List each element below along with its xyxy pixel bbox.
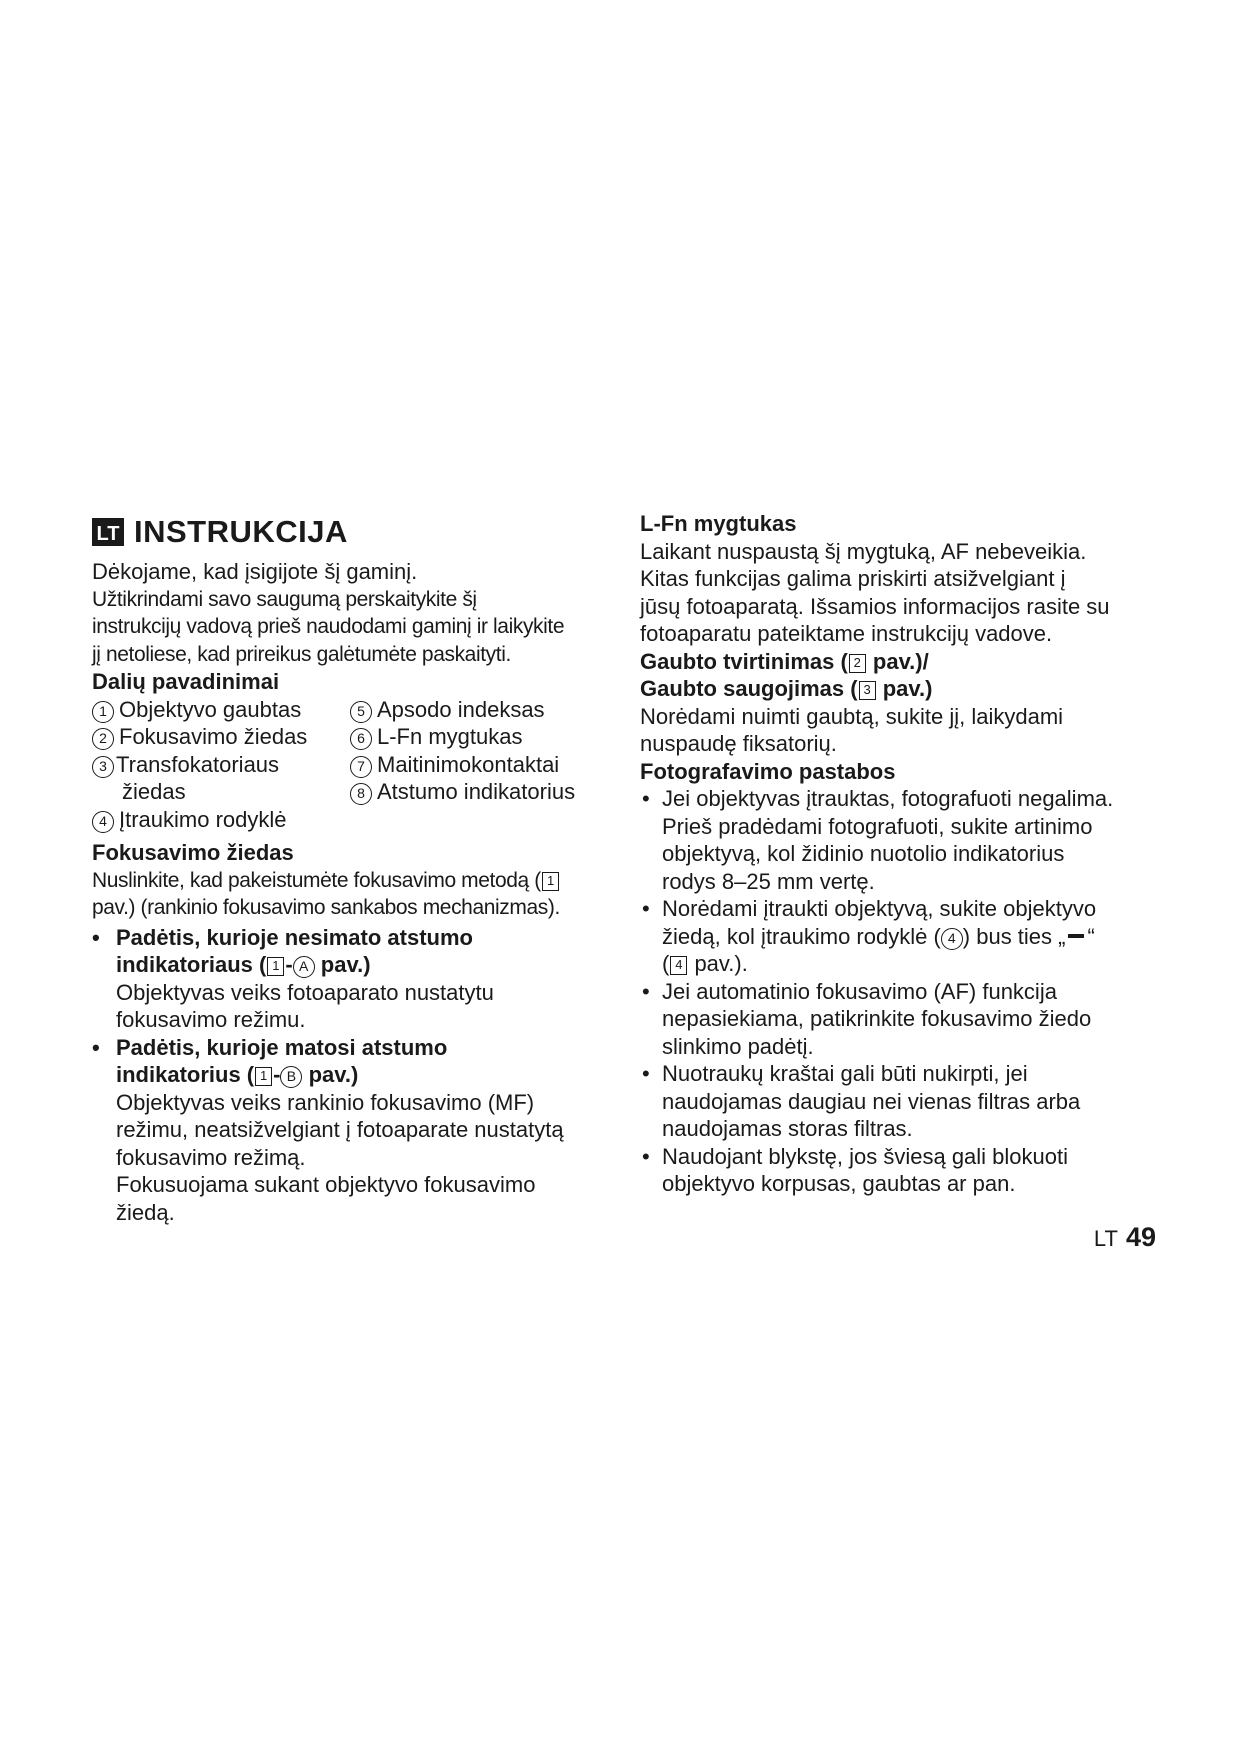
bullet-text: Objektyvas veiks fotoaparato nustatytu: [116, 979, 494, 1005]
intro-safety-line: instrukcijų vadovą prieš naudodami gaminį ir laikykite: [92, 615, 565, 638]
figure-ref-icon: 2: [849, 654, 866, 673]
part-item: [92, 696, 350, 724]
part-label: Atstumo indikatorius: [377, 779, 576, 804]
figure-ref-icon: 1: [267, 957, 284, 976]
note-text: naudojamas storas filtras.: [662, 1116, 913, 1141]
right-column: [640, 510, 1160, 1198]
lfn-text: Kitas funkcijas galima priskirti atsižvelgiant į: [640, 566, 1066, 591]
hood-heading-part: pav.): [876, 676, 933, 701]
part-item-empty: [350, 806, 600, 834]
page-number: 49: [1125, 1222, 1156, 1252]
number-circle-icon: 4: [92, 811, 114, 833]
note-text: • Norėdami įtraukti objektyvą, sukite objektyvo: [662, 896, 1097, 921]
note-text: • Jei objektyvas įtrauktas, fotografuoti negalima.: [662, 786, 1114, 811]
number-circle-icon: 5: [350, 701, 372, 723]
page-title: INSTRUKCIJA: [134, 514, 348, 549]
intro-safety-line: jį netoliese, kad prireikus galėtumėte paskaityti.: [92, 642, 511, 666]
hood-heading: [640, 675, 1160, 703]
letter-circle-icon: A: [293, 956, 315, 978]
part-item: [350, 751, 600, 806]
list-item: [92, 924, 612, 1034]
bullet-heading-part: pav.): [302, 1062, 359, 1087]
list-item: [640, 978, 1160, 1061]
note-text: Prieš pradėdami fotografuoti, sukite artinimo: [662, 813, 1093, 839]
note-text: • Naudojant blykstę, jos šviesą gali blokuoti: [662, 1143, 1069, 1169]
page-footer: [1094, 1222, 1156, 1253]
hood-text: nuspaudę fiksatorių.: [640, 731, 837, 756]
figure-ref-icon: 1: [542, 872, 559, 891]
number-circle-icon: 6: [350, 728, 372, 750]
dash-symbol-icon: [1068, 934, 1084, 938]
hood-text: Norėdami nuimti gaubtą, sukite jį, laikydami: [640, 703, 1064, 729]
part-label: Fokusavimo žiedas: [119, 724, 308, 749]
note-text-part: žiedą, kol įtraukimo rodyklė (: [662, 923, 941, 949]
lfn-heading: L-Fn mygtukas: [640, 511, 797, 536]
bullet-text: žiedą.: [116, 1199, 175, 1225]
part-label: Transfokatoriaus: [116, 751, 280, 777]
bullet-text: fokusavimo režimu.: [116, 1007, 306, 1032]
number-circle-icon: 7: [350, 756, 372, 778]
note-text: objektyvą, kol židinio nuotolio indikatorius: [662, 841, 1065, 866]
bullet-heading-part: indikatoriaus (: [116, 952, 267, 977]
bullet-text: Objektyvas veiks rankinio fokusavimo (MF): [116, 1089, 535, 1115]
note-text: slinkimo padėtį.: [662, 1033, 814, 1059]
note-text-part: pav.).: [688, 951, 748, 976]
note-text: • Nuotraukų kraštai gali būti nukirpti, jei: [662, 1061, 1028, 1086]
intro-thanks: Dėkojame, kad įsigijote šį gaminį.: [92, 559, 418, 584]
bullet-text: Fokusuojama sukant objektyvo fokusavimo: [116, 1172, 536, 1197]
part-label-continued: žiedas: [122, 779, 186, 804]
focus-ring-text: pav.) (rankinio fokusavimo sankabos mechanizmas).: [92, 896, 560, 919]
note-text: nepasiekiama, patikrinkite fokusavimo žiedo: [662, 1006, 1092, 1031]
part-label: Įtraukimo rodyklė: [119, 806, 287, 832]
number-circle-icon: 8: [350, 783, 372, 805]
figure-ref-icon: 4: [670, 956, 687, 975]
bullet-text: fokusavimo režimą.: [116, 1144, 306, 1170]
bullet-heading: indikatoriaus ( 1 - A pav.): [116, 952, 371, 977]
figure-ref-icon: 1: [255, 1067, 272, 1086]
intro-safety-line: Užtikrindami savo saugumą perskaitykite šį: [92, 587, 477, 611]
figure-ref-icon: 3: [859, 681, 876, 700]
note-text-part: (: [662, 951, 670, 976]
bullet-heading: indikatorius ( 1 - B pav.): [116, 1062, 359, 1087]
number-circle-icon: 3: [92, 756, 114, 778]
notes-heading: Fotografavimo pastabos: [640, 758, 896, 784]
number-circle-icon: 2: [92, 728, 114, 750]
number-circle-icon: 1: [92, 701, 114, 723]
note-text: rodys 8–25 mm vertę.: [662, 868, 875, 894]
part-item: [350, 696, 600, 724]
part-item: [92, 806, 350, 834]
footer-language: LT: [1093, 1226, 1118, 1251]
list-item: [640, 1143, 1160, 1198]
list-item: [640, 785, 1160, 895]
note-text-part: “: [1087, 923, 1095, 949]
bullet-text: režimu, neatsižvelgiant į fotoaparate nustatytą: [116, 1117, 564, 1142]
hood-heading: [640, 648, 1160, 676]
parts-list: [92, 696, 612, 834]
list-item: [92, 1034, 612, 1227]
hood-heading-part: Gaubto tvirtinimas (: [640, 648, 848, 674]
parts-heading: Dalių pavadinimai: [92, 669, 280, 694]
bullet-heading: • Padėtis, kurioje matosi atstumo: [116, 1034, 448, 1060]
language-badge: LT: [92, 518, 124, 546]
lfn-text: jūsų fotoaparatą. Išsamios informacijos rasite su: [640, 593, 1110, 619]
number-circle-icon: 4: [941, 928, 963, 950]
lfn-text: fotoaparatu pateiktame instrukcijų vadove.: [640, 621, 1053, 646]
note-text: naudojamas daugiau nei vienas filtras arba: [662, 1088, 1081, 1114]
bullet-heading-part: pav.): [314, 952, 371, 977]
lfn-text: Laikant nuspaustą šį mygtuką, AF nebeveikia.: [640, 538, 1087, 564]
list-item: [640, 1060, 1160, 1143]
title-row: [92, 514, 612, 550]
part-item: [92, 751, 350, 806]
note-text: [662, 923, 1160, 951]
note-text: objektyvo korpusas, gaubtas ar pan.: [662, 1171, 1016, 1196]
part-label: Apsodo indeksas: [377, 696, 545, 722]
part-label: L-Fn mygtukas: [377, 724, 523, 749]
focus-ring-text-part: Nuslinkite, kad pakeistumėte fokusavimo metodą (: [92, 868, 541, 892]
hood-heading-part: Gaubto saugojimas (: [640, 676, 858, 701]
part-item: [350, 723, 600, 751]
letter-circle-icon: B: [280, 1066, 302, 1088]
part-label: Objektyvo gaubtas: [119, 696, 302, 722]
note-text: [662, 950, 1160, 978]
bullet-heading-part: indikatorius (: [116, 1062, 255, 1087]
part-item: [92, 723, 350, 751]
bullet-heading: • Padėtis, kurioje nesimato atstumo: [116, 924, 473, 950]
note-text-part: ) bus ties „: [962, 923, 1066, 949]
note-text: • Jei automatinio fokusavimo (AF) funkcija: [662, 978, 1057, 1004]
hood-heading-part: pav.)/: [866, 648, 929, 674]
left-column: [92, 514, 612, 1226]
part-label: Maitinimokontaktai: [377, 751, 560, 777]
focus-ring-heading: Fokusavimo žiedas: [92, 840, 294, 865]
list-item: [640, 895, 1160, 978]
focus-ring-text: [92, 867, 612, 895]
